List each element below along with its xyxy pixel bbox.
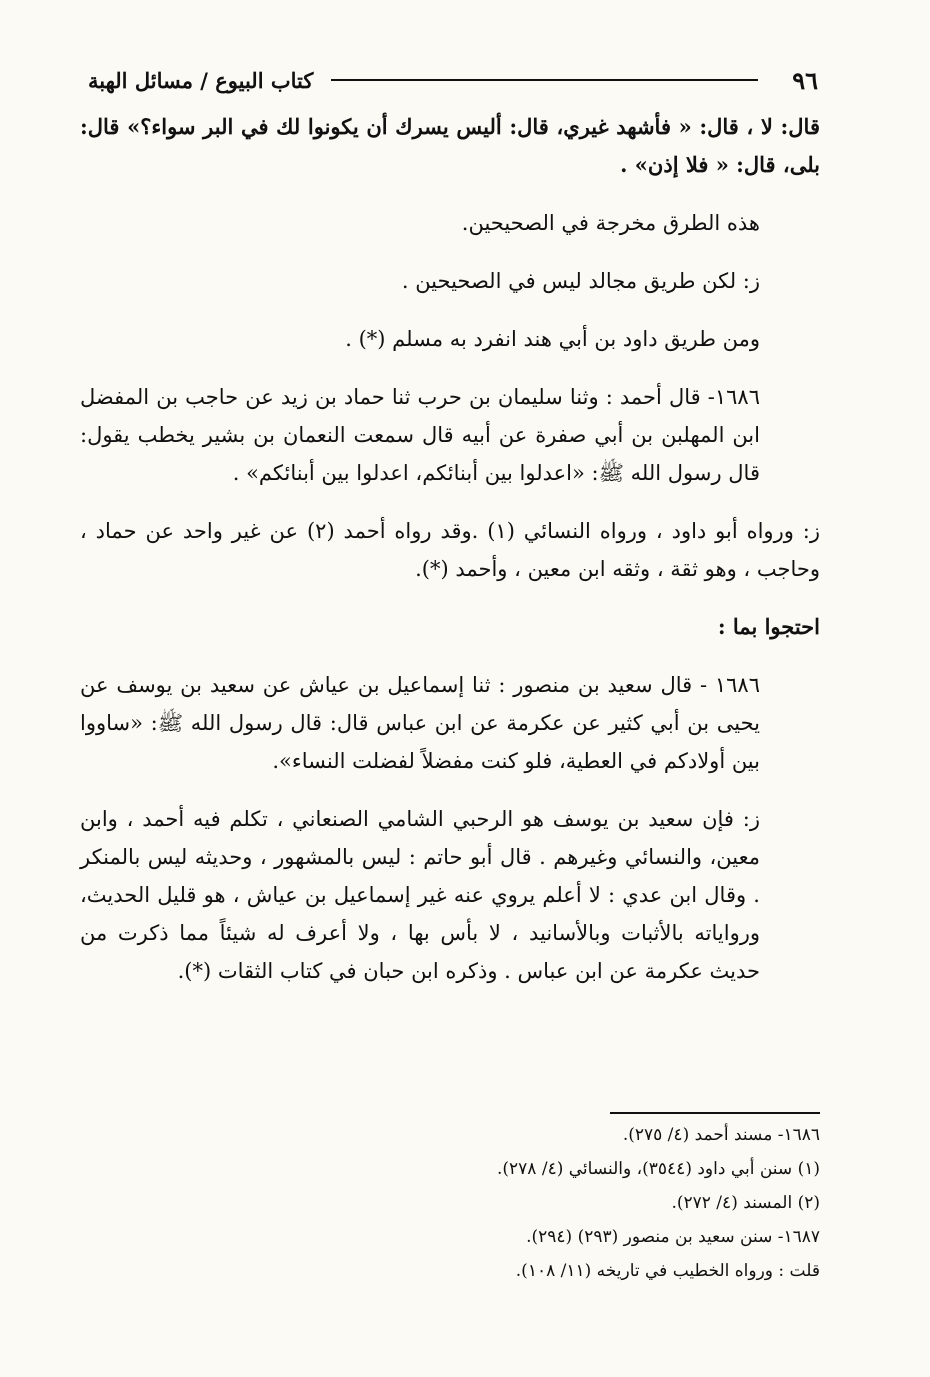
footnote-item: (٢) المسند (٤/ ٢٧٢). — [671, 1193, 820, 1213]
paragraph-4: ومن طريق داود بن أبي هند انفرد به مسلم (*) . — [345, 327, 760, 351]
page-header — [88, 62, 818, 98]
page-body — [80, 108, 820, 990]
paragraph-6: ز: ورواه أبو داود ، ورواه النسائي (١) .وقد رواه أحمد (٢) عن غير واحد عن حماد ، وحاجب ، وهو ثقة ، وثقه ابن معين ، وأحمد (*). — [80, 519, 820, 581]
hadith-1686-a: ١٦٨٦- قال أحمد : وثنا سليمان بن حرب ثنا حماد بن زيد عن حاجب بن المفضل ابن المهلبن بن أبي صفرة عن أبيه قال سمعت النعمان بن بشير يخطب يقول: قال رسول الله ﷺ: «اعدلوا بين أبنائكم، اعدلوا بين أبنائكم» . — [80, 385, 760, 485]
footnote-item: ١٦٨٧- سنن سعيد بن منصور (٢٩٣) (٢٩٤). — [526, 1227, 820, 1247]
section-heading: احتجوا بما : — [717, 614, 820, 639]
paragraph-3: ز: لكن طريق مجالد ليس في الصحيحين . — [401, 269, 760, 293]
running-title: كتاب البيوع / مسائل الهبة — [88, 67, 314, 93]
footnote-item: ١٦٨٦- مسند أحمد (٤/ ٢٧٥). — [622, 1125, 820, 1145]
paragraph-1: قال: لا ، قال: « فأشهد غيري، قال: أليس يسرك أن يكونوا لك في البر سواء؟» قال: بلى، قال: « فلا إذن» . — [80, 114, 820, 177]
paragraph-9: ز: فإن سعيد بن يوسف هو الرحبي الشامي الصنعاني ، تكلم فيه أحمد ، وابن معين، والنسائي وغيرهم . قال أبو حاتم : ليس بالمشهور ، وحديثه ليس بالمنكر . وقال ابن عدي : لا أعلم يروي عنه غير إسماعيل بن عياش ، هو قليل الحديث، ورواياته بالأثبات وبالأسانيد ، لا بأس بها ، ولا أعرف له شيئاً مما ذكرت من حديث عكرمة عن ابن عباس . وذكره ابن حبان في كتاب الثقات (*). — [80, 807, 760, 983]
footnote-item: قلت : ورواه الخطيب في تاريخه (١١/ ١٠٨). — [515, 1261, 820, 1281]
header-rule — [331, 79, 758, 81]
page-number: ٩٦ — [792, 65, 818, 95]
hadith-1686-b: ١٦٨٦ - قال سعيد بن منصور : ثنا إسماعيل بن عياش عن سعيد بن يوسف عن يحيى بن أبي كثير عن عكرمة عن ابن عباس قال: قال رسول الله ﷺ: «ساووا بين أولادكم في العطية، فلو كنت مفضلاً لفضلت النساء». — [80, 673, 760, 773]
footnotes — [80, 1118, 820, 1288]
paragraph-2: هذه الطرق مخرجة في الصحيحين. — [461, 211, 760, 235]
footnote-item: (١) سنن أبي داود (٣٥٤٤)، والنسائي (٤/ ٢٧٨). — [496, 1159, 820, 1179]
footnote-rule — [610, 1112, 820, 1114]
